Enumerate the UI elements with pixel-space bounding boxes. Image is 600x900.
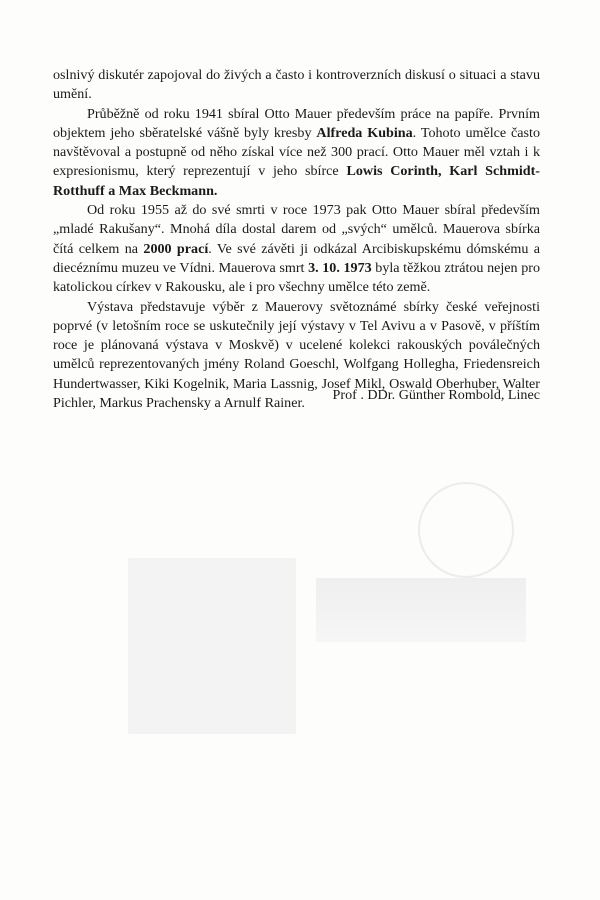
author-signature: Prof . DDr. Günther Rombold, Linec — [332, 387, 540, 403]
paragraph-3: Od roku 1955 až do své smrti v roce 1973 pak Otto Mauer sbíral především „mladé Rakušany“. Mnohá díla dostal darem od „svých“ umělců. Mauerova sbírka čítá celkem na 2000 prací. Ve své závěti ji odkázal Arcibiskupskému dómskému a diecéznímu muzeu ve Vídni. Mauerova smrt 3. 10. 1973 byla těžkou ztrátou nejen pro katolickou církev v Rakousku, ale i pro všechny umělce této země. — [53, 202, 541, 296]
show-through-text-block — [316, 578, 526, 642]
paragraph-2: Průběžně od roku 1941 sbíral Otto Mauer především práce na papíře. Prvním objektem jeho sběratelské vášně byly kresby Alfreda Kubina. Tohoto umělce často navštěvoval a postupně od něho získal více než 300 prací. Otto Mauer měl vztah i k expresionismu, který reprezentují v jeho sbírce Lowis Corinth, Karl Schmidt-Rotthuff a Max Beckmann. — [53, 105, 540, 199]
body-text — [53, 66, 540, 413]
collection-size: 2000 prací — [143, 240, 209, 257]
paragraph-4: Výstava představuje výběr z Mauerovy světoznámé sbírky české veřejnosti poprvé (v letošním roce se uskutečnily její výstavy v Tel Avivu a v Pasově, v příštím roce je plánovaná výstava v Moskvě) v ucelené kolekci rakouských poválečných umělců reprezentovaných jmény Roland Goeschl, Wolfgang Hollegha, Friedensreich Hundertwasser, Kiki Kogelnik, Maria Lassnig, Josef Mikl, Oswald Oberhuber, Walter Pichler, Markus Prachensky a Arnulf Rainer. — [53, 298, 540, 412]
death-date: 3. 10. 1973 — [308, 259, 372, 276]
artist-name-kubin: Alfreda Kubina — [316, 124, 413, 141]
expressionist-names: Lowis Corinth, Karl Schmidt-Rotthuff a Max Beckmann. — [53, 163, 540, 199]
show-through-emblem — [418, 482, 514, 578]
show-through-image — [128, 558, 296, 734]
paragraph-1: oslnivý diskutér zapojoval do živých a často i kontroverzních diskusí o situaci a stavu umění. — [53, 67, 540, 103]
